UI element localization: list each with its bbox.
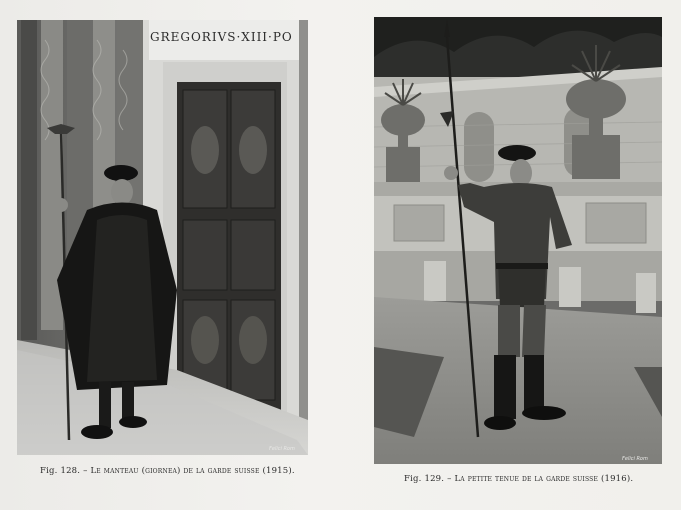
- caption-fig-129: [404, 474, 633, 484]
- door-inscription: GREGORIVS·XIII·PO: [150, 30, 293, 44]
- photo-guard-mantle-image: [17, 20, 308, 455]
- caption-fig-128: [40, 466, 295, 476]
- photographer-signature-left: Felici Rom: [269, 446, 295, 452]
- photo-guard-mantle: [17, 20, 308, 455]
- caption-fig-129-text: – La petite tenue de la garde suisse (1916).: [447, 474, 634, 484]
- caption-fig-128-text: – Le manteau (giornea) de la garde suisse (1915).: [83, 466, 295, 476]
- photo-guard-petite-tenue-image: [374, 17, 662, 464]
- caption-fig-129-number: Fig. 129.: [404, 474, 445, 484]
- photographer-signature-right: Felici Rom: [622, 456, 648, 462]
- caption-fig-128-number: Fig. 128.: [40, 466, 81, 476]
- photo-guard-petite-tenue: [374, 17, 662, 464]
